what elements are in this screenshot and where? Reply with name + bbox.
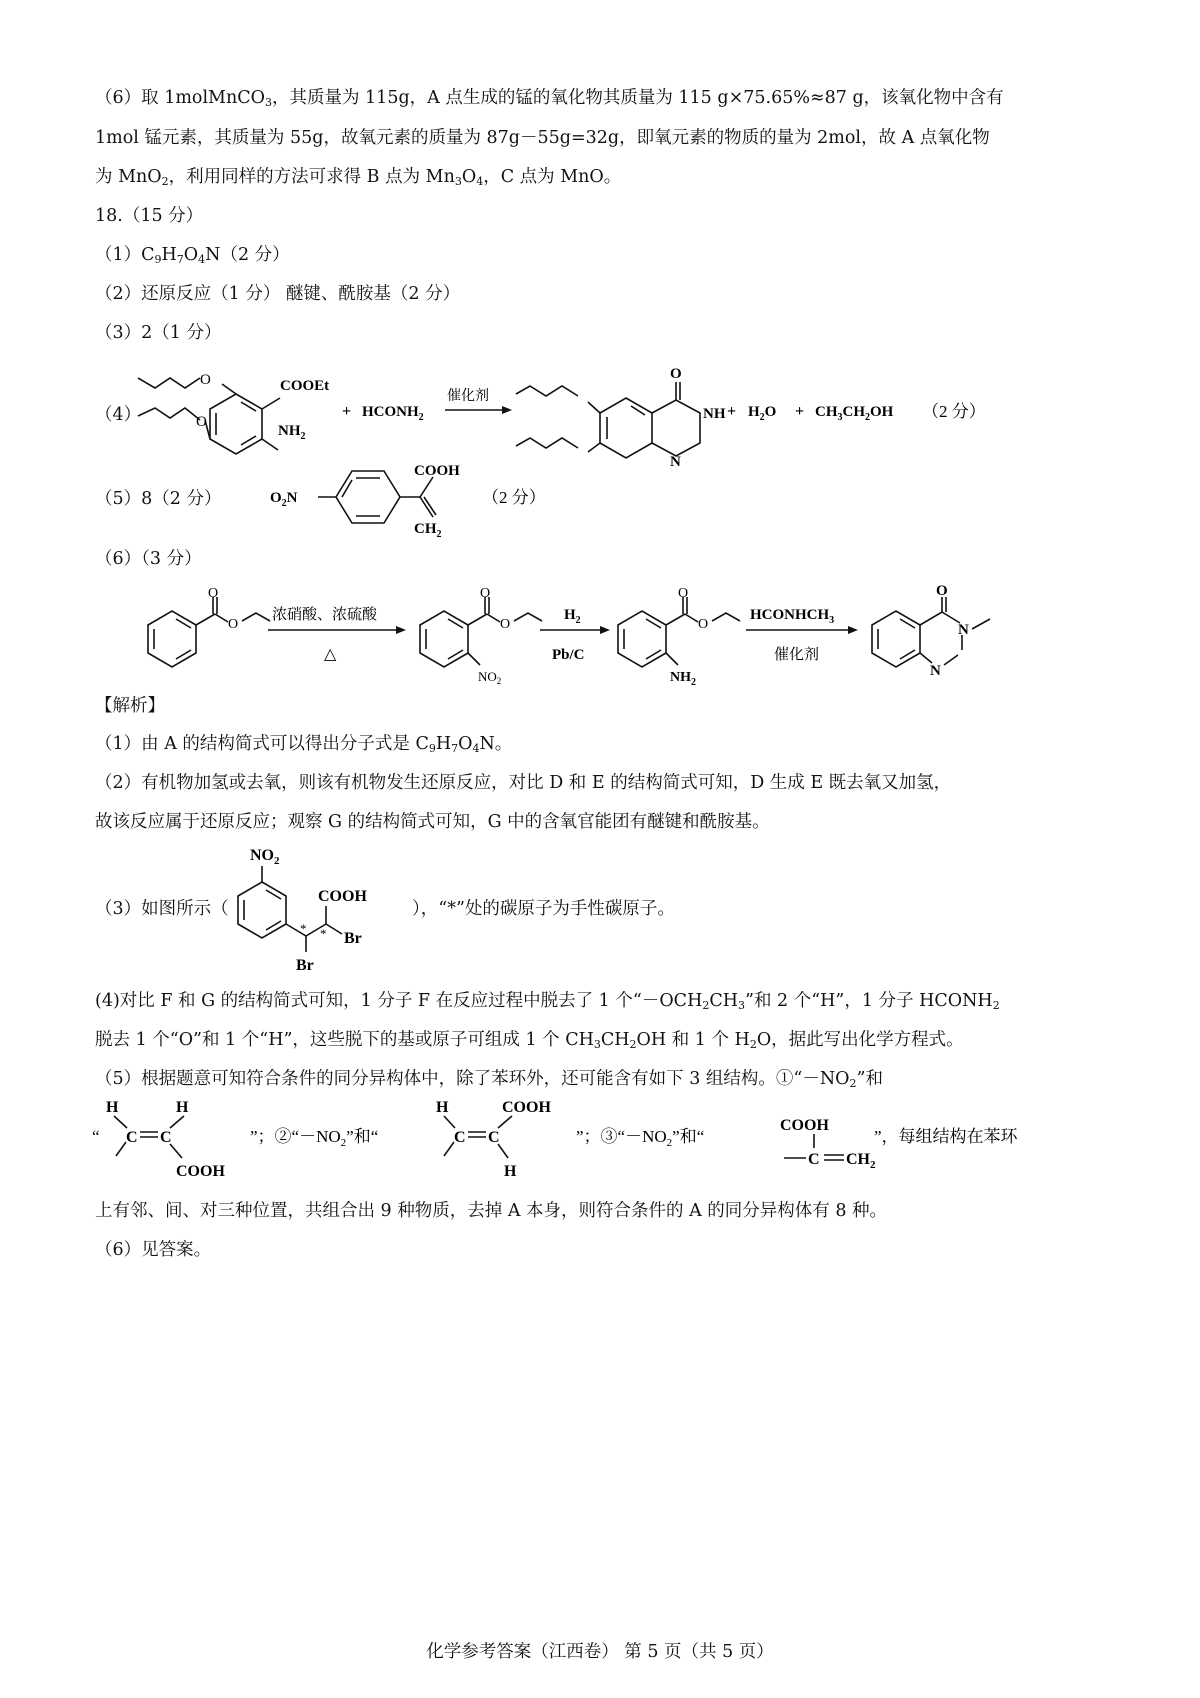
- chiral-carbon-structure: [0, 840, 420, 980]
- svg-text:Pb/C: Pb/C: [552, 647, 585, 663]
- svg-text:*: *: [320, 926, 327, 941]
- page-footer: 化学参考答案（江西卷） 第 5 页（共 5 页）: [426, 1642, 774, 1662]
- q18-answer-3: （3）2（1 分）: [95, 323, 222, 343]
- ether-o-2: O: [196, 414, 207, 430]
- product-structure: [516, 382, 700, 458]
- svg-text:COOH: COOH: [318, 888, 367, 905]
- svg-text:+: +: [795, 403, 805, 420]
- svg-text:NH2: $NH_2$: [670, 670, 696, 688]
- score-5: （2 分）: [482, 488, 546, 507]
- ether-o-1: O: [200, 372, 211, 388]
- ethanol: $CH_3CH_2OH$: [815, 404, 894, 423]
- analysis-4-line2: 脱去 1 个“O”和 1 个“H”，这些脱下的基或原子可组成 1 个 $CH_3CH_2OH$ 和 1 个 $H_2O$，据此写出化学方程式。: [95, 1030, 964, 1051]
- svg-text:C: C: [160, 1129, 172, 1146]
- svg-text:N: N: [930, 663, 941, 679]
- answer-5-structure: [0, 455, 1200, 540]
- svg-text:HCONHCH3: $HCONHCH_3$: [750, 607, 835, 626]
- nh2-label: $NH_2$: [278, 423, 306, 442]
- svg-text:CH2: $CH_2$: [414, 521, 442, 540]
- svg-text:O2N: $O_2N$: [270, 490, 298, 509]
- svg-text:NO2: $NO_2$: [478, 669, 502, 686]
- svg-text:H: H: [436, 1099, 449, 1116]
- svg-text:C: C: [488, 1129, 500, 1146]
- svg-text:催化剂: 催化剂: [774, 647, 820, 663]
- analysis-heading: 【解析】: [95, 696, 165, 716]
- svg-text:+: +: [727, 403, 737, 420]
- analysis-2-line1: （2）有机物加氢或去氧，则该有机物发生还原反应，对比 D 和 E 的结构简式可知，D 生成 E 既去氧又加氢，: [95, 773, 952, 793]
- plus-1: +: [342, 403, 352, 420]
- prev-q6-line3: 为 MnO$_2$，利用同样的方法可求得 B 点为 $Mn_3O_4$，C 点为 MnO。: [95, 167, 622, 188]
- svg-text:O: O: [698, 617, 709, 632]
- catalyst-label: 催化剂: [447, 389, 489, 404]
- step1-reagents: 浓硝酸、浓硫酸: [272, 607, 378, 623]
- synthesis-route-6: [0, 585, 1200, 695]
- svg-text:O: O: [500, 617, 511, 632]
- arrow-head-4: [502, 406, 512, 414]
- svg-text:NO2: $NO_2$: [250, 847, 280, 867]
- svg-text:C: C: [808, 1151, 820, 1168]
- reactant-structure: [138, 378, 280, 454]
- analysis-3-suffix: ），“*”处的碳原子为手性碳原子。: [412, 899, 675, 919]
- svg-text:”，每组结构在苯环: ”，每组结构在苯环: [874, 1127, 1018, 1146]
- svg-text:C: C: [454, 1129, 466, 1146]
- svg-text:C: C: [126, 1129, 138, 1146]
- q18-heading: 18.（15 分）: [95, 206, 204, 226]
- svg-text:COOH: COOH: [780, 1117, 829, 1134]
- svg-text:“: “: [92, 1127, 100, 1146]
- svg-text:H2: $H_2$: [564, 607, 581, 626]
- svg-text:NH: NH: [703, 406, 726, 422]
- svg-text:*: *: [300, 921, 307, 936]
- svg-text:N: N: [670, 454, 681, 470]
- analysis-4-line1: (4)对比 F 和 G 的结构简式可知，1 分子 F 在反应过程中脱去了 1 个“$-OCH_2CH_3$”和 2 个“H”，1 分子 $HCONH_2$: [95, 991, 1000, 1012]
- analysis-6: （6）见答案。: [95, 1240, 212, 1260]
- svg-text:H: H: [176, 1099, 189, 1116]
- score-4: （2 分）: [922, 402, 986, 421]
- svg-text:Br: Br: [296, 957, 314, 974]
- svg-text:O: O: [228, 617, 239, 632]
- isomer-structures: [0, 1090, 1200, 1190]
- svg-text:COOH: COOH: [176, 1163, 225, 1180]
- svg-text:”；②“－NO2”和“: ”；$②“-NO_2$”和“: [250, 1127, 379, 1149]
- analysis-1: （1）由 A 的结构简式可以得出分子式是 $C_9H_7O_4N$。: [95, 734, 513, 755]
- q18-answer-1: $(1)C_9H_7O_4N(2$ 分）: [95, 245, 290, 266]
- svg-text:COOH: COOH: [502, 1099, 551, 1116]
- svg-text:Br: Br: [344, 930, 362, 947]
- heat-symbol: △: [324, 646, 337, 663]
- q18-answer-4-label: （4）: [95, 405, 142, 425]
- analysis-2-line2: 故该反应属于还原反应；观察 G 的结构简式可知，G 中的含氧官能团有醚键和酰胺基。: [95, 812, 770, 832]
- svg-text:H: H: [106, 1099, 119, 1116]
- svg-text:N: N: [958, 622, 969, 638]
- cooet-label: COOEt: [280, 378, 330, 394]
- svg-text:CH2: $CH_2$: [846, 1151, 876, 1171]
- svg-text:H: H: [504, 1163, 517, 1180]
- reaction-4-equation: [0, 360, 1200, 470]
- analysis-3-prefix: （3）如图所示（: [95, 899, 229, 919]
- h2o: $H_2O$: [748, 404, 777, 423]
- svg-text:COOH: COOH: [414, 463, 460, 479]
- q18-answer-5-label: （5）8（2 分）: [95, 489, 222, 509]
- svg-text:O: O: [670, 366, 682, 382]
- svg-text:”；③“－NO2”和“: ”；$③“-NO_2$”和“: [576, 1127, 705, 1149]
- analysis-5-line1: （5）根据题意可知符合条件的同分异构体中，除了苯环外，还可能含有如下 3 组结构。$①“-NO_2$”和: [95, 1069, 883, 1090]
- svg-text:O: O: [208, 586, 219, 601]
- q18-answer-2: （2）还原反应（1 分） 醚键、酰胺基（2 分）: [95, 284, 461, 304]
- svg-text:O: O: [678, 586, 689, 601]
- analysis-5-line3: 上有邻、间、对三种位置，共组合出 9 种物质，去掉 A 本身，则符合条件的 A 的同分异构体有 8 种。: [95, 1201, 888, 1221]
- q18-answer-6-label: （6）（3 分）: [95, 549, 202, 569]
- svg-text:O: O: [480, 586, 491, 601]
- prev-q6-line1: （6）取 1molMnCO$_3$，其质量为 115g，A 点生成的锰的氧化物其质量为 115 g×75.65%≈87 g，该氧化物中含有: [95, 88, 1004, 109]
- svg-text:O: O: [936, 583, 948, 599]
- prev-q6-line2: 1mol 锰元素，其质量为 55g，故氧元素的质量为 87g－55g=32g，即氧元素的物质的量为 2mol，故 A 点氧化物: [95, 128, 990, 148]
- hconh2: $HCONH_2$: [362, 404, 424, 423]
